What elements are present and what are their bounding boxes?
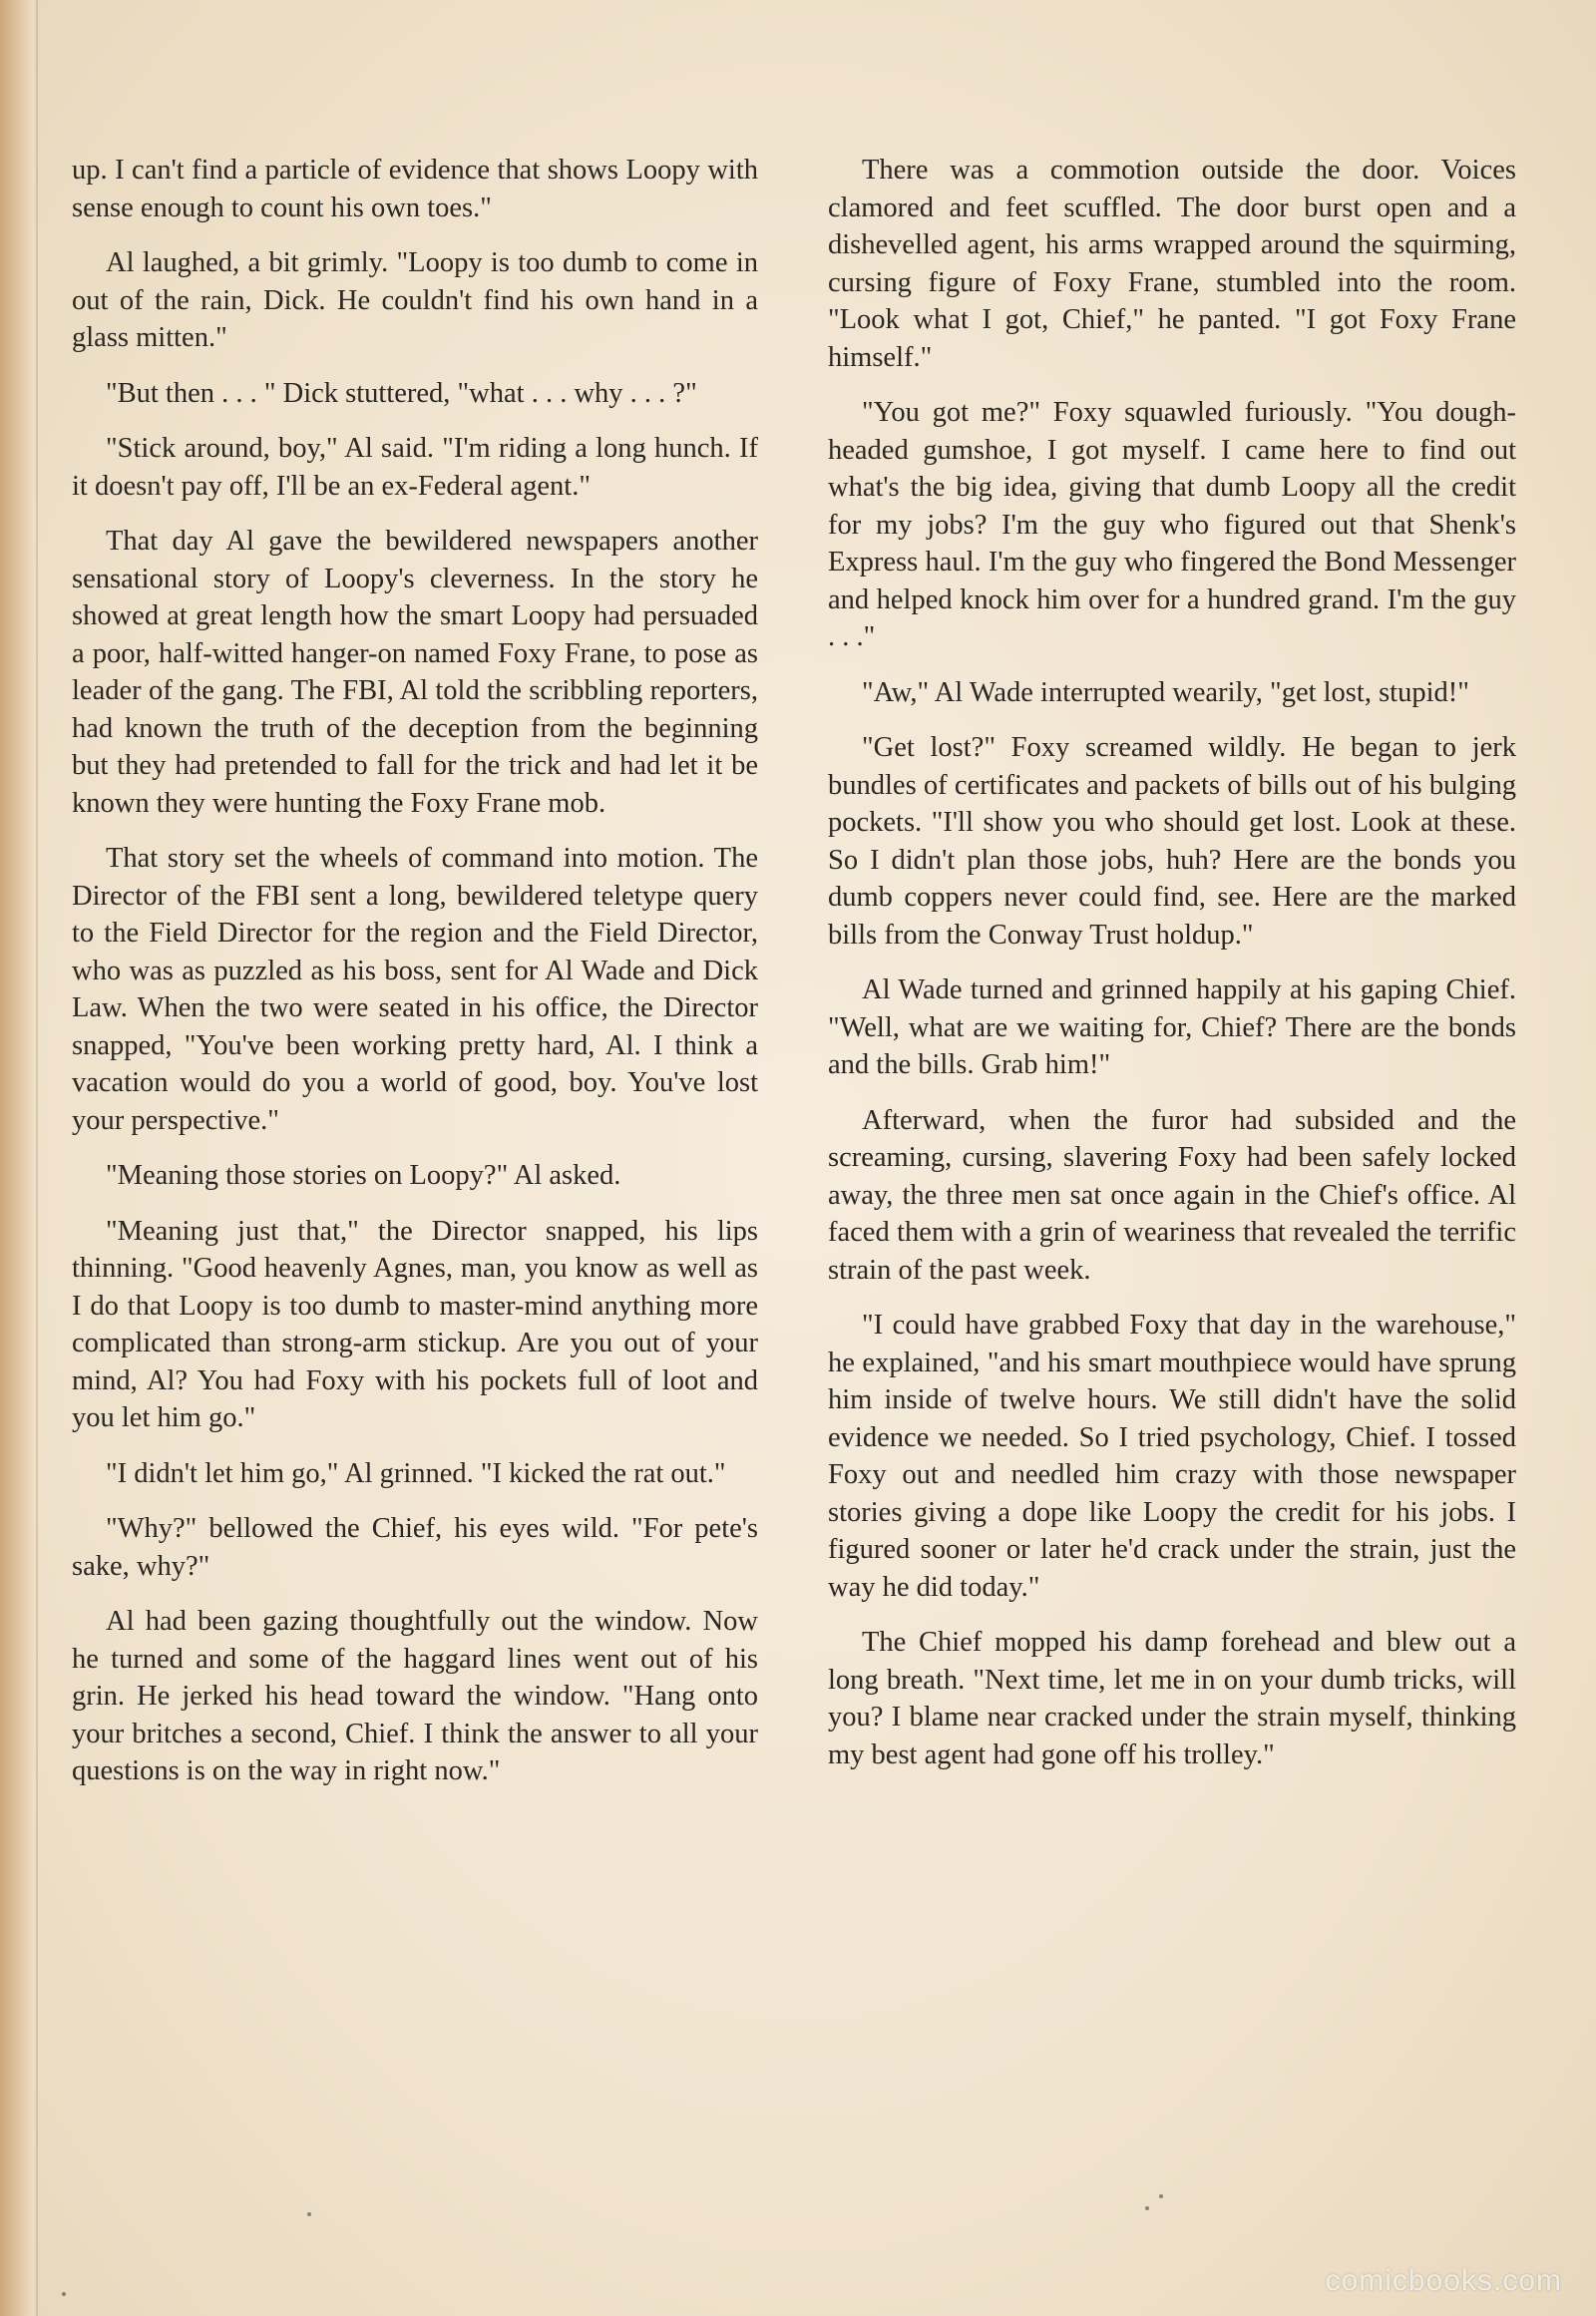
- paragraph: Afterward, when the furor had subsided and the screaming, cursing, slavering Foxy had been safely locked away, the three men sat once again in the Chief's office. Al faced them with a grin of weariness that revealed the terrific strain of the past week.: [828, 1104, 1516, 1286]
- paragraph: "Aw," Al Wade interrupted wearily, "get lost, stupid!": [862, 676, 1469, 708]
- paragraph: "Why?" bellowed the Chief, his eyes wild. "For pete's sake, why?": [72, 1513, 758, 1582]
- paragraph: Al had been gazing thoughtfully out the window. Now he turned and some of the haggard lines went out of his grin. He jerked his head toward the window. "Hang onto your britches a second, Chief. I think the answer to all your questions is on the way in right now.": [72, 1606, 758, 1786]
- left-text-column: [72, 152, 758, 1808]
- paragraph: "Meaning just that," the Director snapped, his lips thinning. "Good heavenly Agnes, man, you know as well as I do that Loopy is too dumb to master-mind anything more complicated than strong-arm stickup. Are you out of your mind, Al? You had Foxy with his pockets full of loot and you let him go.": [72, 1215, 758, 1433]
- paragraph: "Stick around, boy," Al said. "I'm riding a long hunch. If it doesn't pay off, I'll be an ex-Federal agent.": [72, 433, 758, 502]
- paragraph: "You got me?" Foxy squawled furiously. "You dough-headed gumshoe, I got myself. I came here to find out what's the big idea, giving that dumb Loopy all the credit for my jobs? I'm the guy who figured out that Shenk's Express haul. I'm the guy who fingered the Bond Messenger and helped knock him over for a hundred grand. I'm the guy . . .": [828, 397, 1516, 652]
- paragraph: Al laughed, a bit grimly. "Loopy is too dumb to come in out of the rain, Dick. He couldn't find his own hand in a glass mitten.": [72, 247, 758, 353]
- paragraph: Al Wade turned and grinned happily at his gaping Chief. "Well, what are we waiting for, Chief? There are the bonds and the bills. Grab him!": [828, 974, 1516, 1080]
- paragraph: "Meaning those stories on Loopy?" Al asked.: [106, 1160, 621, 1191]
- right-text-column: [828, 152, 1516, 1791]
- print-speck: [62, 2292, 66, 2296]
- paragraph: "Get lost?" Foxy screamed wildly. He began to jerk bundles of certificates and packets of bills out of his bulging pockets. "I'll show you who should get lost. Look at these. So I didn't plan those jobs, huh? Here are the bonds you dumb coppers never could find, see. Here are the marked bills from the Conway Trust holdup.": [828, 732, 1516, 951]
- print-speck: [1145, 2206, 1149, 2210]
- paragraph: "But then . . . " Dick stuttered, "what . . . why . . . ?": [106, 377, 697, 409]
- paragraph: That story set the wheels of command into motion. The Director of the FBI sent a long, bewildered teletype query to the Field Director for the region and the Field Director, who was as puzzled as his boss, sent for Al Wade and Dick Law. When the two were seated in his office, the Director snapped, "You've been working pretty hard, Al. I think a vacation would do you a world of good, boy. You've lost your perspective.": [72, 843, 758, 1136]
- paragraph: That day Al gave the bewildered newspapers another sensational story of Loopy's cleverness. In the story he showed at great length how the smart Loopy had persuaded a poor, half-witted hanger-on named Foxy Frane, to pose as leader of the gang. The FBI, Al told the scribbling reporters, had known the truth of the deception from the beginning but they had pretended to fall for the trick and had let it be known they were hunting the Foxy Frane mob.: [72, 526, 758, 819]
- paragraph: up. I can't find a particle of evidence that shows Loopy with sense enough to count his own toes.": [72, 155, 758, 223]
- print-speck: [307, 2212, 311, 2216]
- site-watermark: comicbooks.com: [1325, 2264, 1562, 2297]
- page-spine-edge: [0, 0, 34, 2316]
- spine-fold-line: [36, 0, 38, 2316]
- paragraph: There was a commotion outside the door. Voices clamored and feet scuffled. The door burst open and a dishevelled agent, his arms wrapped around the squirming, cursing figure of Foxy Frane, stumbled into the room. "Look what I got, Chief," he panted. "I got Foxy Frane himself.": [828, 155, 1516, 373]
- paragraph: "I didn't let him go," Al grinned. "I kicked the rat out.": [106, 1457, 726, 1489]
- print-speck: [1159, 2194, 1163, 2198]
- paragraph: The Chief mopped his damp forehead and blew out a long breath. "Next time, let me in on your dumb tricks, will you? I blame near cracked under the strain myself, thinking my best agent had gone off his trolley.": [828, 1627, 1516, 1770]
- paragraph: "I could have grabbed Foxy that day in the warehouse," he explained, "and his smart mouthpiece would have sprung him inside of twelve hours. We still didn't have the solid evidence we needed. So I tried psychology, Chief. I tossed Foxy out and needled him crazy with those newspaper stories giving a dope like Loopy the credit for his jobs. I figured sooner or later he'd crack under the strain, just the way he did today.": [828, 1310, 1516, 1603]
